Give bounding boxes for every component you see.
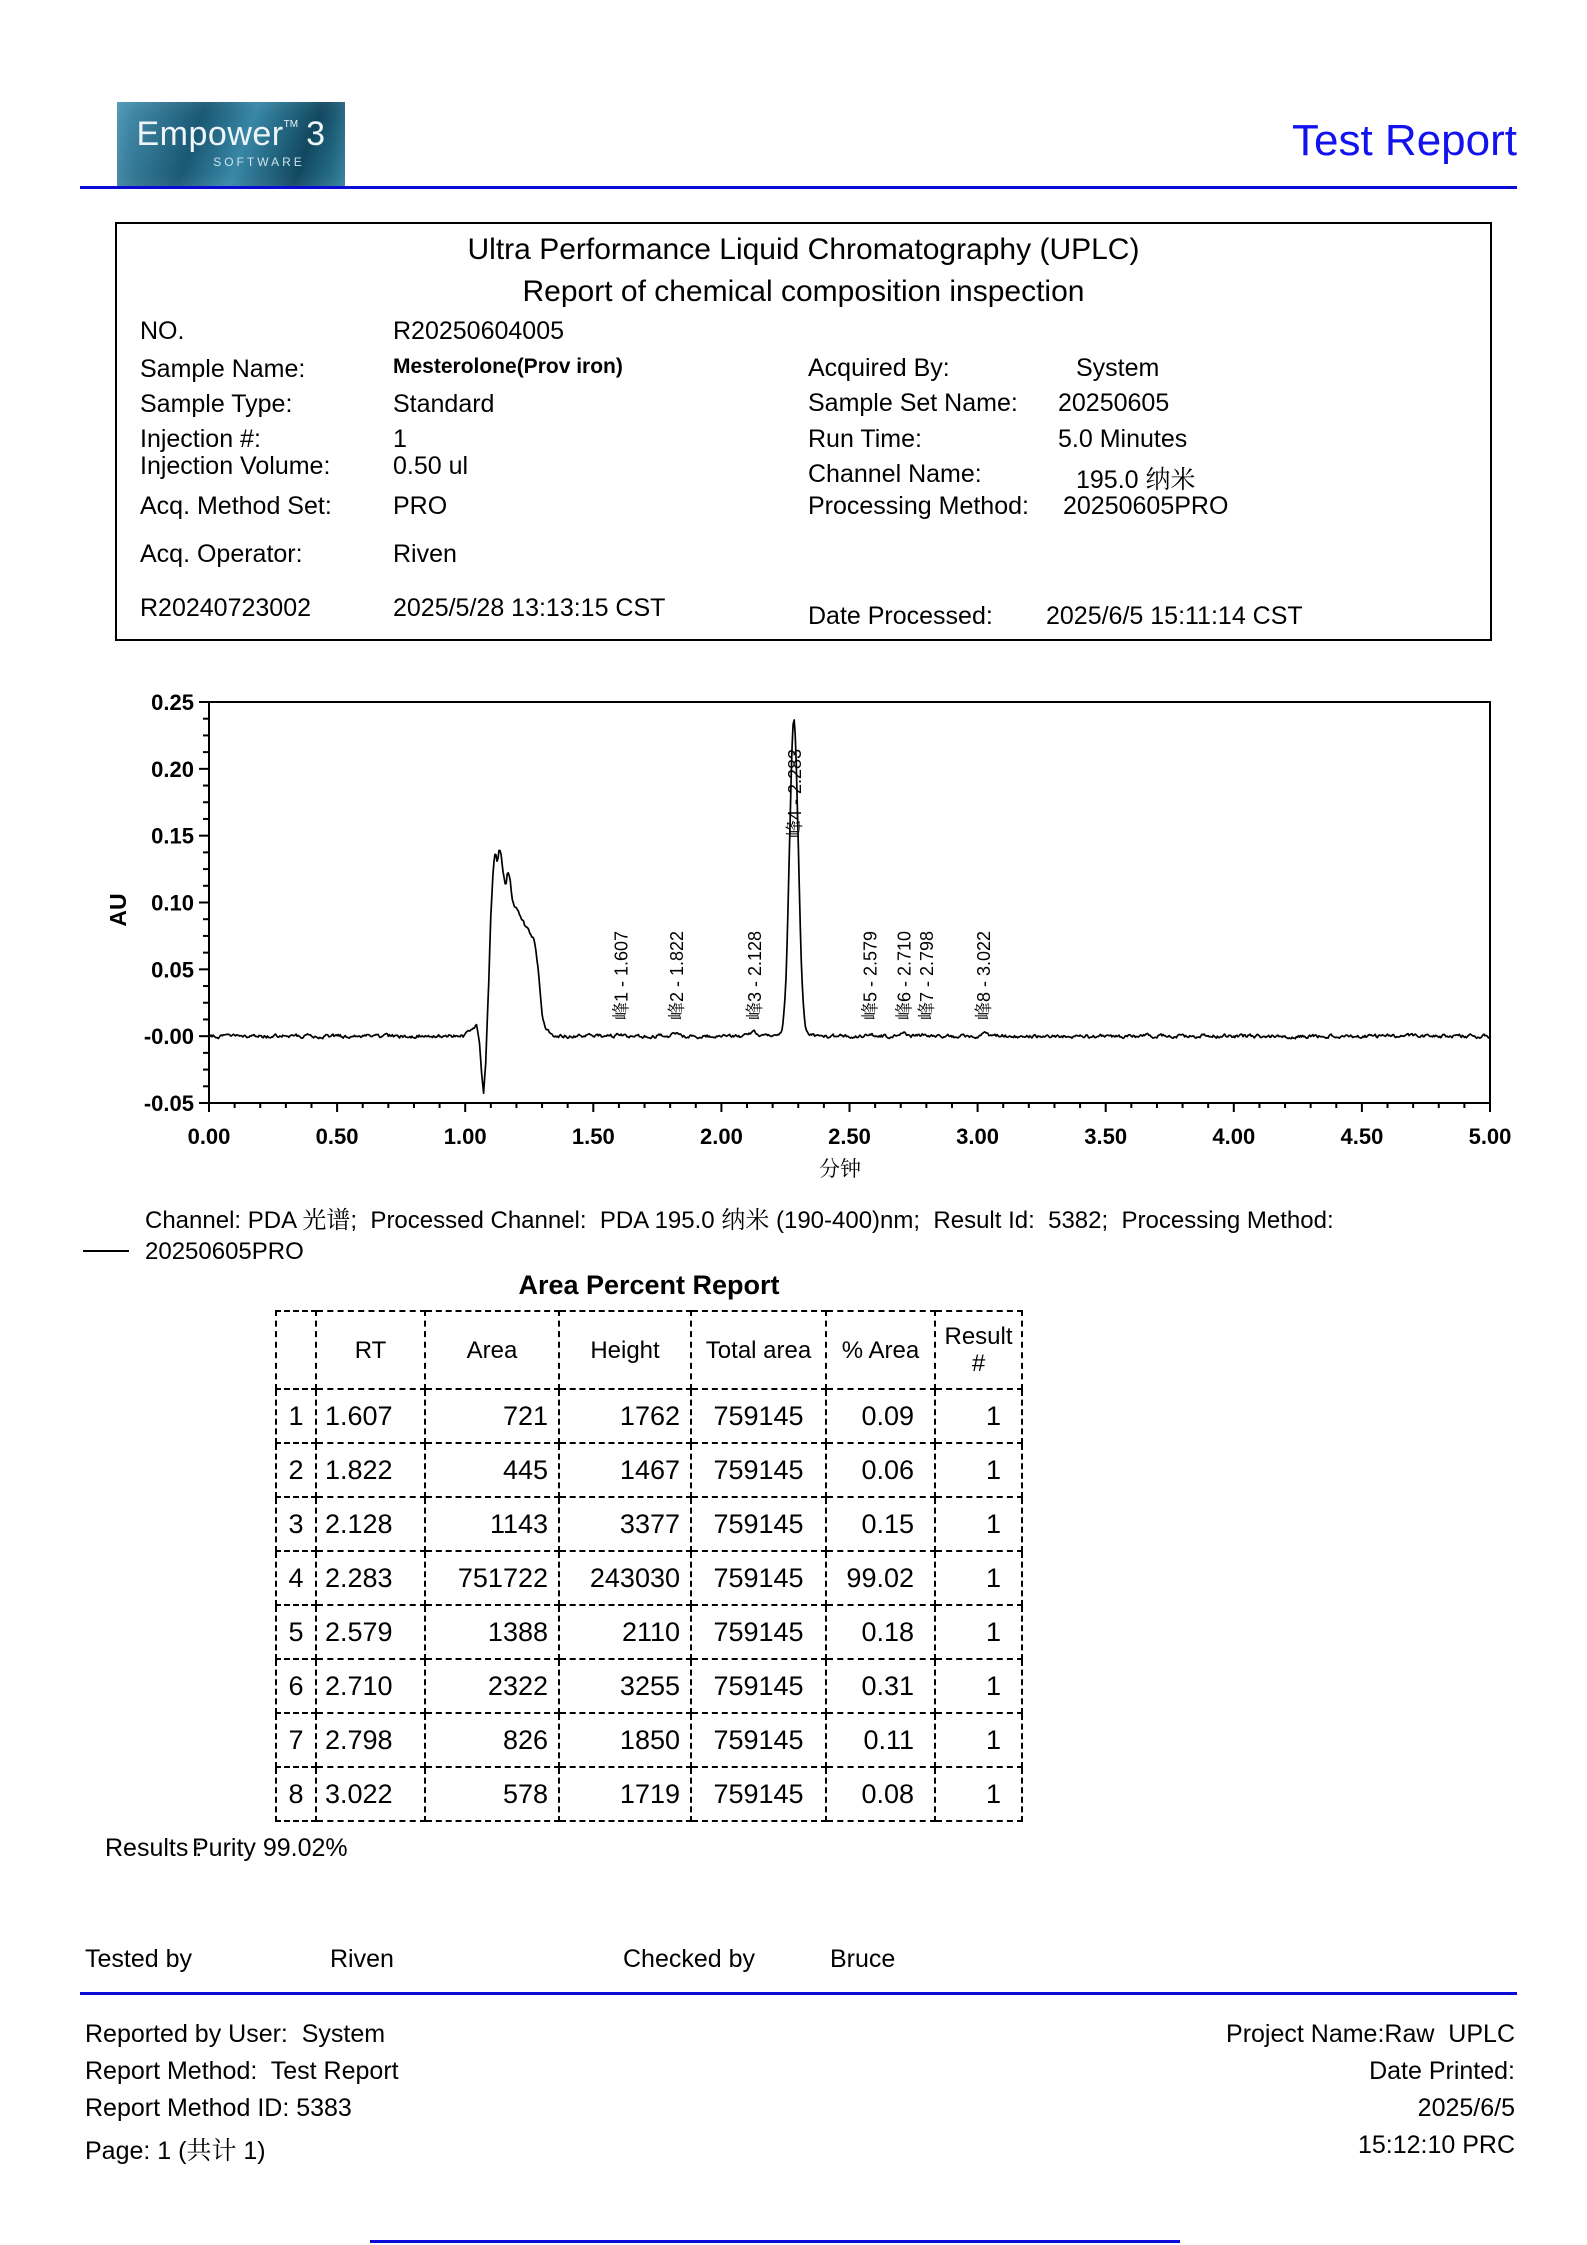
table-cell: 1 xyxy=(935,1713,1022,1767)
table-cell: 99.02 xyxy=(826,1551,935,1605)
footer-date-printed-label: Date Printed: xyxy=(1369,2057,1515,2085)
table-cell: 2.798 xyxy=(316,1713,425,1767)
table-cell: 0.06 xyxy=(826,1443,935,1497)
info-field-row xyxy=(140,540,457,569)
column-header: Height xyxy=(559,1311,691,1389)
x-axis-tick-label: 3.00 xyxy=(956,1124,1000,1149)
checked-by-label: Checked by xyxy=(623,1945,756,1973)
table-cell: 8 xyxy=(276,1767,316,1821)
tested-by-label: Tested by xyxy=(85,1945,193,1973)
footer-project-name: Project Name:Raw UPLC xyxy=(1226,2020,1515,2048)
table-cell: 1 xyxy=(935,1443,1022,1497)
table-cell: 1 xyxy=(935,1551,1022,1605)
table-row xyxy=(276,1551,1022,1605)
field-value: Mesterolone(Prov iron) xyxy=(393,355,623,378)
area-percent-report-title: Area Percent Report xyxy=(518,1270,780,1300)
field-value: PRO xyxy=(393,492,448,520)
info-field-row xyxy=(808,389,1170,418)
y-axis-title: AU xyxy=(105,893,131,927)
field-value: 5.0 Minutes xyxy=(1058,425,1188,453)
peak-label: 峰4 - 2.283 xyxy=(784,748,805,838)
table-cell: 759145 xyxy=(691,1767,826,1821)
info-field-row xyxy=(140,390,495,419)
table-cell: 3255 xyxy=(559,1659,691,1713)
field-label: Processing Method: xyxy=(808,492,1029,520)
field-label: Acquired By: xyxy=(808,354,950,382)
footer-date-printed-value: 2025/6/5 xyxy=(1417,2094,1515,2122)
footer-report-method-id: Report Method ID: 5383 xyxy=(85,2094,352,2122)
info-field-row xyxy=(140,594,666,623)
field-value: 0.50 ul xyxy=(393,452,469,480)
table-cell: 3.022 xyxy=(316,1767,425,1821)
column-header: RT xyxy=(316,1311,425,1389)
table-cell: 1719 xyxy=(559,1767,691,1821)
table-cell: 4 xyxy=(276,1551,316,1605)
info-field-row xyxy=(140,355,623,384)
x-axis-tick-label: 2.00 xyxy=(699,1124,743,1149)
field-label: R20240723002 xyxy=(140,594,311,622)
table-cell: 0.31 xyxy=(826,1659,935,1713)
table-cell: 0.15 xyxy=(826,1497,935,1551)
table-cell: 1 xyxy=(935,1767,1022,1821)
y-axis-tick-label: 0.05 xyxy=(151,957,194,983)
table-cell: 759145 xyxy=(691,1713,826,1767)
x-axis-tick-label: 1.50 xyxy=(571,1124,615,1149)
table-cell: 578 xyxy=(425,1767,559,1821)
table-row xyxy=(276,1713,1022,1767)
x-axis-tick-label: 2.50 xyxy=(828,1124,871,1149)
table-cell: 2322 xyxy=(425,1659,559,1713)
peak-label: 峰2 - 1.822 xyxy=(666,930,687,1020)
table-row xyxy=(276,1767,1022,1821)
page-end-rule xyxy=(370,2240,1180,2243)
table-cell: 1388 xyxy=(425,1605,559,1659)
table-row xyxy=(276,1605,1022,1659)
info-field-row xyxy=(140,492,448,521)
table-row xyxy=(276,1389,1022,1443)
empower-logo xyxy=(117,102,345,186)
field-label: Date Processed: xyxy=(808,602,993,630)
table-cell: 3 xyxy=(276,1497,316,1551)
header-rule xyxy=(80,186,1517,189)
footer-reported-by: Reported by User: System xyxy=(85,2020,386,2048)
column-header: Area xyxy=(425,1311,559,1389)
field-value: R20250604005 xyxy=(393,317,564,345)
purity-result: Purity 99.02% xyxy=(192,1834,348,1862)
peak-label: 峰8 - 3.022 xyxy=(974,930,995,1020)
x-axis-title: 分钟 xyxy=(819,1158,861,1181)
field-label: Acq. Operator: xyxy=(140,540,303,568)
peak-label: 峰7 - 2.798 xyxy=(916,930,937,1020)
x-axis-tick-label: 0.00 xyxy=(187,1124,231,1149)
logo-version: 3 xyxy=(306,115,326,153)
y-axis-tick-label: 0.20 xyxy=(151,756,194,782)
table-cell: 2 xyxy=(276,1443,316,1497)
trace-path xyxy=(209,720,1490,1093)
table-cell: 0.08 xyxy=(826,1767,935,1821)
table-row xyxy=(276,1443,1022,1497)
field-value: 2025/5/28 13:13:15 CST xyxy=(393,594,666,622)
table-cell: 1 xyxy=(935,1389,1022,1443)
info-field-row xyxy=(808,425,1188,454)
table-cell: 2.710 xyxy=(316,1659,425,1713)
info-field-row xyxy=(140,425,407,454)
table-cell: 1467 xyxy=(559,1443,691,1497)
field-label: Sample Type: xyxy=(140,390,293,418)
info-field-row xyxy=(808,492,1229,521)
table-cell: 5 xyxy=(276,1605,316,1659)
peak-label: 峰5 - 2.579 xyxy=(860,930,881,1020)
info-field-row xyxy=(140,317,564,346)
table-cell: 1.822 xyxy=(316,1443,425,1497)
field-value: 20250605 xyxy=(1058,389,1170,417)
field-label: Channel Name: xyxy=(808,460,982,488)
checked-by-value: Bruce xyxy=(830,1945,896,1973)
table-row xyxy=(276,1497,1022,1551)
field-value: Standard xyxy=(393,390,495,418)
table-cell: 1 xyxy=(935,1497,1022,1551)
x-axis-tick-label: 4.00 xyxy=(1212,1124,1256,1149)
table-cell: 2.128 xyxy=(316,1497,425,1551)
x-axis-tick-label: 3.50 xyxy=(1084,1124,1128,1149)
table-cell: 1.607 xyxy=(316,1389,425,1443)
table-cell: 2.283 xyxy=(316,1551,425,1605)
table-row xyxy=(276,1659,1022,1713)
table-cell: 751722 xyxy=(425,1551,559,1605)
chromatogram-svg xyxy=(100,660,1530,1185)
logo-tm: TM xyxy=(283,119,299,130)
x-axis-tick-label: 5.00 xyxy=(1468,1124,1512,1149)
table-cell: 1143 xyxy=(425,1497,559,1551)
y-axis-tick-label: -0.00 xyxy=(143,1024,194,1050)
x-axis-tick-label: 0.50 xyxy=(315,1124,359,1149)
peak-label: 峰1 - 1.607 xyxy=(611,930,632,1020)
table-cell: 1850 xyxy=(559,1713,691,1767)
footer-time-printed: 15:12:10 PRC xyxy=(1357,2131,1515,2159)
field-value: 2025/6/5 15:11:14 CST xyxy=(1046,602,1303,630)
table-cell: 7 xyxy=(276,1713,316,1767)
legend-line-swatch xyxy=(83,1250,129,1252)
footer-rule xyxy=(80,1992,1517,1995)
table-cell: 2.579 xyxy=(316,1605,425,1659)
info-field-row xyxy=(808,602,1303,631)
table-cell: 759145 xyxy=(691,1389,826,1443)
field-value: 195.0 纳米 xyxy=(1076,466,1196,494)
x-axis-tick-label: 1.00 xyxy=(443,1124,487,1149)
column-header: Result # xyxy=(935,1311,1022,1389)
plot-frame xyxy=(209,702,1490,1103)
column-header xyxy=(276,1311,316,1389)
table-cell: 759145 xyxy=(691,1497,826,1551)
table-cell: 721 xyxy=(425,1389,559,1443)
table-cell: 0.11 xyxy=(826,1713,935,1767)
field-label: Run Time: xyxy=(808,425,922,453)
info-field-row xyxy=(140,452,469,481)
info-field-row xyxy=(808,460,1196,494)
channel-legend-line2: 20250605PRO xyxy=(145,1238,304,1265)
field-value: Riven xyxy=(393,540,457,568)
field-label: Sample Name: xyxy=(140,355,306,383)
table-cell: 759145 xyxy=(691,1551,826,1605)
tested-by-value: Riven xyxy=(330,1945,394,1973)
field-label: NO. xyxy=(140,317,185,345)
x-axis-tick-label: 4.50 xyxy=(1340,1124,1384,1149)
table-cell: 3377 xyxy=(559,1497,691,1551)
field-value: 1 xyxy=(393,425,407,453)
info-title-line2: Report of chemical composition inspection xyxy=(522,275,1085,308)
table-cell: 6 xyxy=(276,1659,316,1713)
table-cell: 759145 xyxy=(691,1605,826,1659)
logo-subtitle: SOFTWARE xyxy=(213,155,305,169)
table-cell: 1 xyxy=(935,1605,1022,1659)
table-cell: 0.18 xyxy=(826,1605,935,1659)
table-cell: 243030 xyxy=(559,1551,691,1605)
field-label: Injection Volume: xyxy=(140,452,331,480)
footer-report-method: Report Method: Test Report xyxy=(85,2057,399,2085)
info-title-line1: Ultra Performance Liquid Chromatography (UPLC) xyxy=(467,233,1140,266)
table-cell: 0.09 xyxy=(826,1389,935,1443)
area-percent-table xyxy=(275,1310,1023,1822)
table-cell: 1 xyxy=(276,1389,316,1443)
chromatogram-plot xyxy=(100,660,1530,1185)
field-label: Acq. Method Set: xyxy=(140,492,332,520)
field-value: 20250605PRO xyxy=(1063,492,1229,520)
y-axis-tick-label: 0.25 xyxy=(151,690,194,715)
y-axis-tick-label: 0.10 xyxy=(151,890,194,916)
table-cell: 759145 xyxy=(691,1659,826,1713)
table-cell: 1762 xyxy=(559,1389,691,1443)
table-cell: 2110 xyxy=(559,1605,691,1659)
table-cell: 826 xyxy=(425,1713,559,1767)
results-label: Results : xyxy=(105,1834,203,1862)
field-label: Sample Set Name: xyxy=(808,389,1018,417)
field-label: Injection #: xyxy=(140,425,261,453)
column-header: Total area xyxy=(691,1311,826,1389)
sample-info-box xyxy=(115,222,1492,641)
peak-label: 峰6 - 2.710 xyxy=(894,930,915,1020)
info-field-row xyxy=(808,354,1160,383)
column-header: % Area xyxy=(826,1311,935,1389)
y-axis-tick-label: 0.15 xyxy=(151,823,194,849)
logo-name: Empower xyxy=(136,115,284,153)
channel-legend-line1: Channel: PDA 光谱; Processed Channel: PDA 195.0 纳米 (190-400)nm; Result Id: 5382; Processing Method: xyxy=(145,1207,1334,1234)
footer-page-number: Page: 1 (共计 1) xyxy=(85,2137,266,2165)
empower-logo-text xyxy=(117,115,345,154)
report-title: Test Report xyxy=(1292,116,1517,165)
table-cell: 445 xyxy=(425,1443,559,1497)
table-cell: 1 xyxy=(935,1659,1022,1713)
peak-label: 峰3 - 2.128 xyxy=(745,930,766,1020)
table-cell: 759145 xyxy=(691,1443,826,1497)
field-value: System xyxy=(1076,354,1160,382)
y-axis-tick-label: -0.05 xyxy=(143,1091,194,1116)
